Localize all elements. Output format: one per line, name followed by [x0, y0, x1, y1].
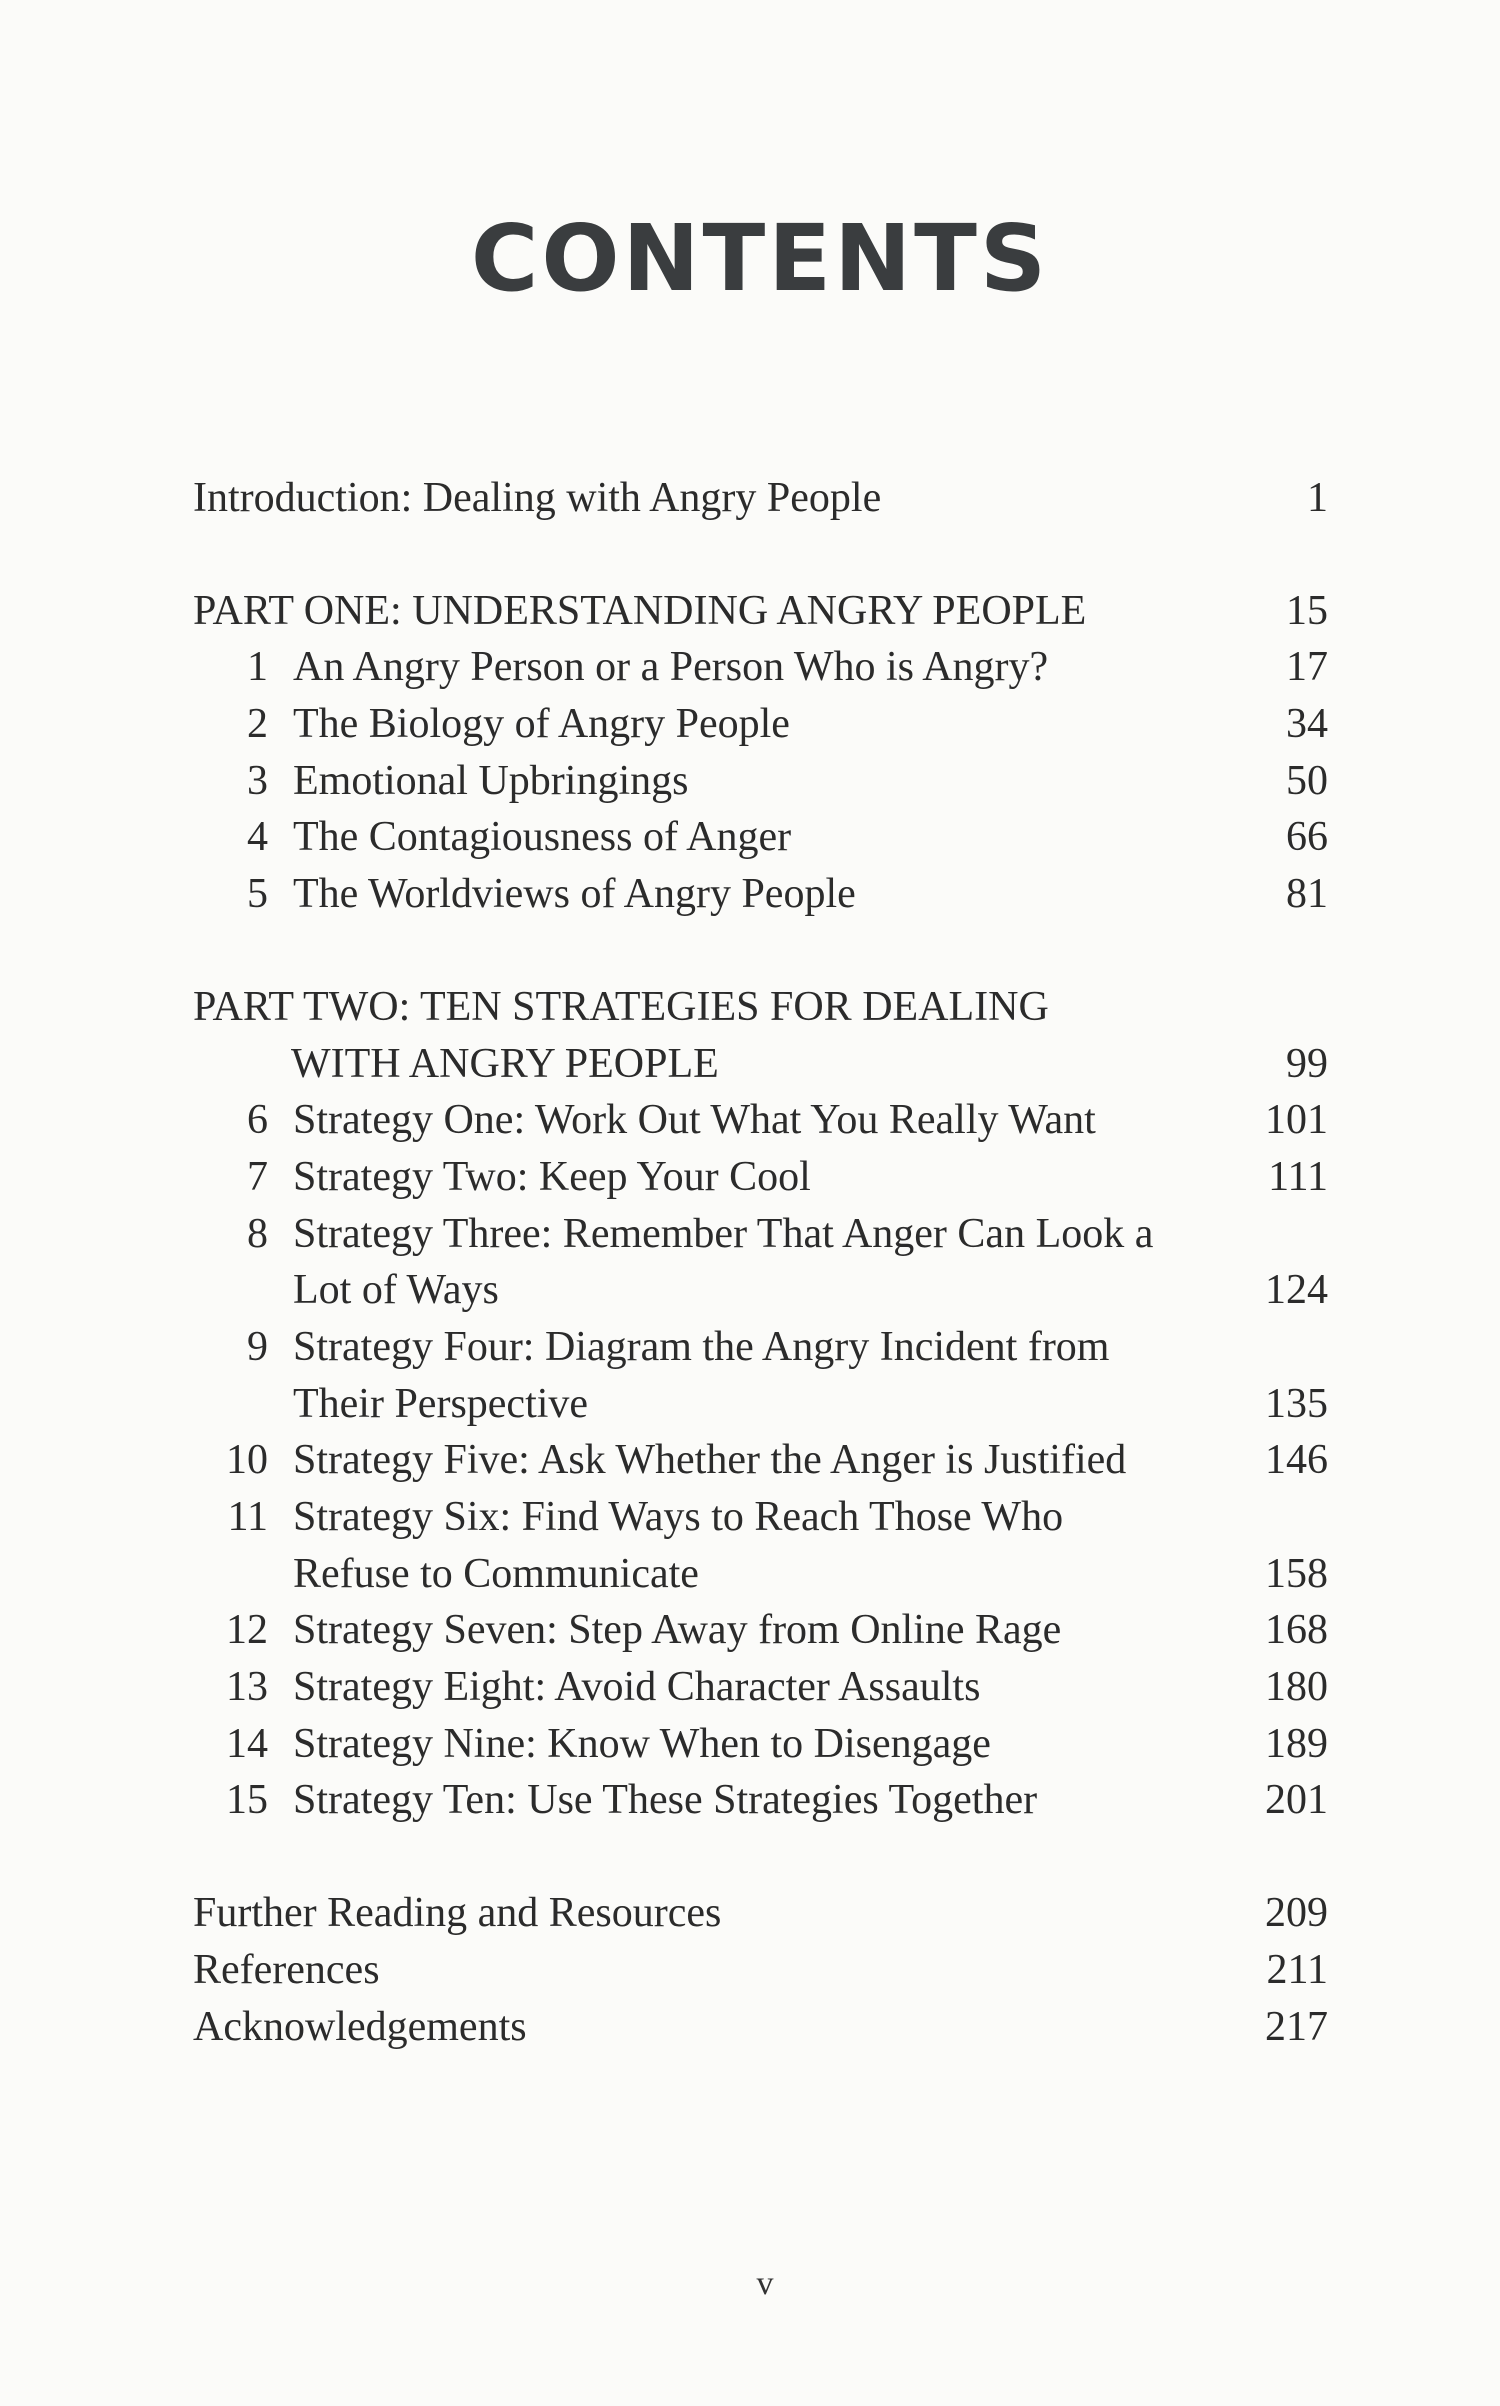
- chapter-number: 8: [247, 1210, 268, 1257]
- chapter-page: 50: [1286, 757, 1328, 804]
- toc-back-matter-entry: [193, 1999, 1328, 2056]
- chapter-title: The Contagiousness of Anger: [293, 814, 792, 861]
- part-one-heading: [193, 583, 1328, 640]
- chapter-title: Strategy Ten: Use These Strategies Together: [293, 1777, 1038, 1824]
- chapter-title: Strategy Eight: Avoid Character Assaults: [293, 1664, 981, 1711]
- chapter-page: 201: [1265, 1777, 1328, 1824]
- chapter-page: 101: [1265, 1097, 1328, 1144]
- entry-title: Introduction: Dealing with Angry People: [193, 475, 882, 521]
- chapter-title: Strategy Three: Remember That Anger Can Look a: [293, 1210, 1154, 1257]
- toc-chapter-entry: [193, 1149, 1328, 1206]
- part-two-chapters: [193, 1092, 1328, 1829]
- chapter-number: 2: [247, 701, 268, 748]
- chapter-page: 146: [1265, 1437, 1328, 1484]
- chapter-page: 111: [1268, 1153, 1328, 1200]
- chapter-number: 11: [227, 1494, 268, 1540]
- chapter-title: Strategy Four: Diagram the Angry Incident from: [293, 1323, 1110, 1370]
- toc-chapter-entry: [193, 1206, 1328, 1263]
- page-number: v: [756, 2265, 774, 2302]
- entry-page: 211: [1266, 1946, 1328, 1993]
- chapter-page: 135: [1265, 1380, 1328, 1427]
- entry-page: 209: [1265, 1890, 1328, 1937]
- table-of-contents: [193, 470, 1328, 2055]
- toc-chapter-entry: [193, 1602, 1328, 1659]
- chapter-page: 17: [1286, 644, 1328, 691]
- entry-title: Acknowledgements: [193, 2003, 527, 2050]
- part-title: PART ONE: UNDERSTANDING ANGRY PEOPLE: [193, 587, 1087, 634]
- toc-chapter-entry: [193, 1092, 1328, 1149]
- part-two-heading: [193, 979, 1328, 1036]
- entry-page: 99: [1286, 1040, 1328, 1087]
- chapter-number: 15: [226, 1777, 268, 1824]
- toc-chapter-entry-cont: [193, 1376, 1328, 1433]
- chapter-title: Emotional Upbringings: [293, 757, 689, 804]
- chapter-number: 13: [226, 1664, 268, 1711]
- chapter-title: Strategy Nine: Know When to Disengage: [293, 1720, 991, 1767]
- chapter-page: 168: [1265, 1607, 1328, 1654]
- entry-page: 217: [1265, 2003, 1328, 2050]
- chapter-number: 14: [226, 1720, 268, 1767]
- toc-chapter-entry: [193, 753, 1328, 810]
- toc-chapter-entry: [193, 1659, 1328, 1716]
- toc-chapter-entry-cont: [193, 1262, 1328, 1319]
- chapter-title: Strategy Six: Find Ways to Reach Those Who: [293, 1494, 1064, 1540]
- chapter-number: 7: [247, 1153, 268, 1200]
- toc-chapter-entry: [193, 1319, 1328, 1376]
- chapter-title: Strategy Seven: Step Away from Online Rage: [293, 1607, 1062, 1654]
- part-title-line2: WITH ANGRY PEOPLE: [291, 1040, 719, 1087]
- chapter-page: 124: [1265, 1267, 1328, 1314]
- toc-chapter-entry: [193, 1432, 1328, 1489]
- entry-page: 1: [1307, 475, 1328, 521]
- chapter-title-cont: Lot of Ways: [293, 1267, 499, 1314]
- chapter-number: 3: [247, 757, 268, 804]
- chapter-title: Strategy Five: Ask Whether the Anger is Justified: [293, 1437, 1127, 1484]
- toc-chapter-entry: [193, 809, 1328, 866]
- chapter-page: 81: [1286, 871, 1328, 918]
- part-two-heading-cont: [193, 1036, 1328, 1093]
- chapter-title: Strategy One: Work Out What You Really Want: [293, 1097, 1096, 1144]
- toc-back-matter-entry: [193, 1942, 1328, 1999]
- chapter-page: 34: [1286, 701, 1328, 748]
- contents-title: CONTENTS: [470, 205, 1050, 312]
- chapter-number: 9: [247, 1323, 268, 1370]
- chapter-page: 189: [1265, 1720, 1328, 1767]
- chapter-number: 10: [226, 1437, 268, 1484]
- toc-back-matter-entry: [193, 1885, 1328, 1942]
- toc-chapter-entry: [193, 696, 1328, 753]
- chapter-title: Strategy Two: Keep Your Cool: [293, 1153, 811, 1200]
- chapter-title-cont: Their Perspective: [293, 1380, 589, 1427]
- chapter-title: The Biology of Angry People: [293, 701, 790, 748]
- toc-chapter-entry-cont: [193, 1546, 1328, 1603]
- chapter-number: 1: [247, 644, 268, 691]
- part-one-chapters: [193, 639, 1328, 922]
- toc-chapter-entry: [193, 866, 1328, 923]
- chapter-number: 5: [247, 871, 268, 918]
- chapter-page: 158: [1265, 1550, 1328, 1597]
- back-matter: [193, 1885, 1328, 2055]
- toc-entry-introduction: [193, 470, 1328, 527]
- chapter-title-cont: Refuse to Communicate: [293, 1550, 699, 1597]
- part-title-line1: PART TWO: TEN STRATEGIES FOR DEALING: [193, 983, 1049, 1030]
- toc-chapter-entry: [193, 1772, 1328, 1829]
- entry-page: 15: [1286, 587, 1328, 634]
- chapter-page: 180: [1265, 1664, 1328, 1711]
- toc-chapter-entry: [193, 1716, 1328, 1773]
- chapter-number: 4: [247, 814, 268, 861]
- entry-title: Further Reading and Resources: [193, 1890, 722, 1937]
- entry-title: References: [193, 1946, 380, 1993]
- chapter-title: An Angry Person or a Person Who is Angry?: [293, 644, 1049, 691]
- chapter-title: The Worldviews of Angry People: [293, 871, 856, 918]
- chapter-number: 6: [247, 1097, 268, 1144]
- toc-chapter-entry: [193, 639, 1328, 696]
- toc-chapter-entry: [193, 1489, 1328, 1546]
- chapter-number: 12: [226, 1607, 268, 1654]
- chapter-page: 66: [1286, 814, 1328, 861]
